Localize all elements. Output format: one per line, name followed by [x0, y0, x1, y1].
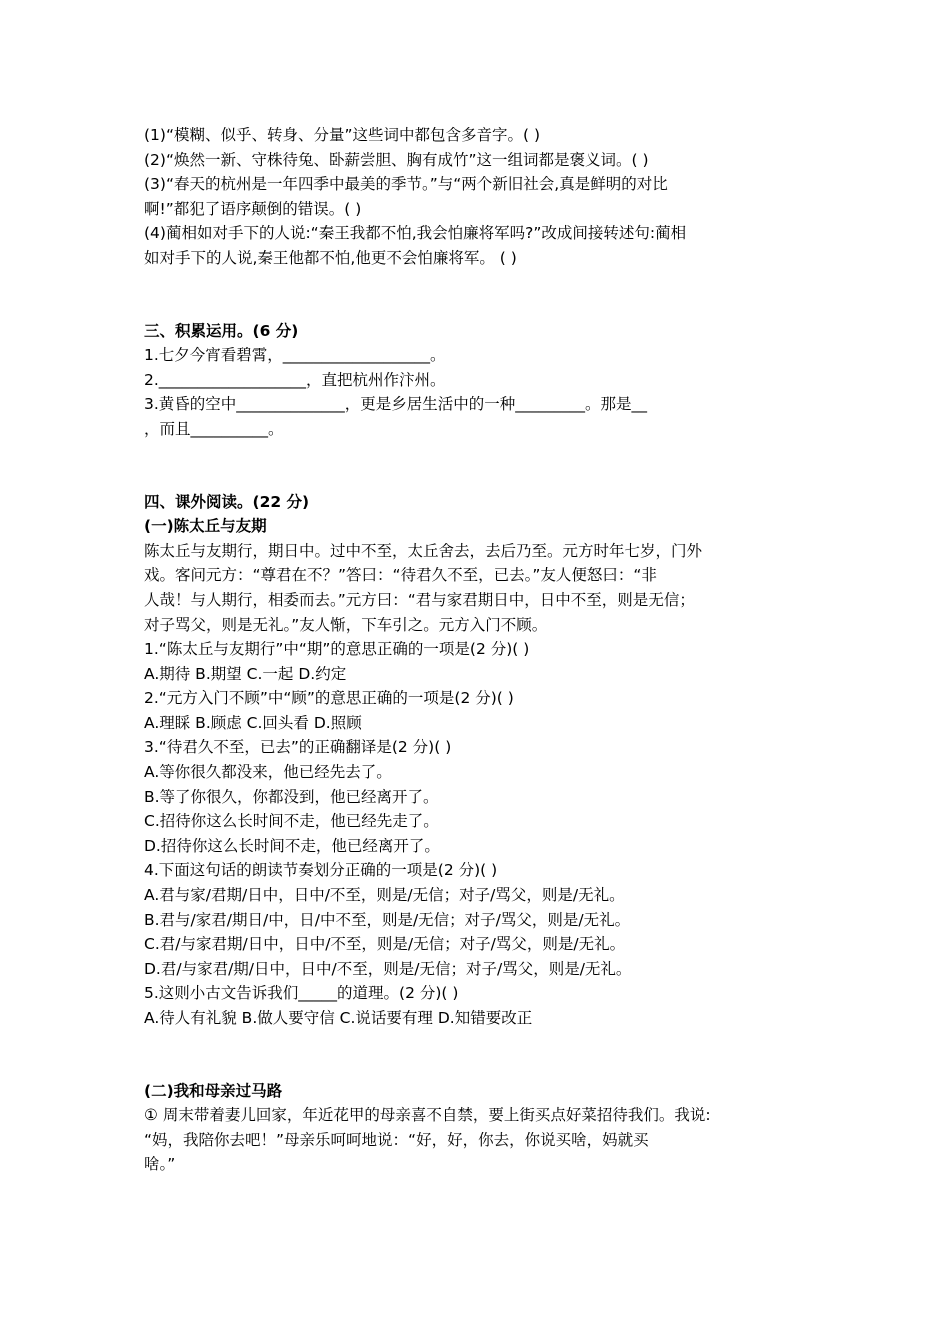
exam-page	[144, 123, 824, 1177]
question-3-option-c: C.招待你这么长时间不走，他已经先走了。	[144, 812, 439, 831]
section-reading	[144, 490, 824, 1177]
section-3-heading: 三、积累运用。(6 分)	[144, 321, 299, 340]
fill-blank-2: 2.___________________，直把杭州作汴州。	[144, 370, 446, 389]
question-2: 2.“元方入门不顾”中“顾”的意思正确的一项是(2 分)( )	[144, 689, 514, 708]
question-4-option-b: B.君与/家君/期日/中，日/中不至，则是/无信；对子/骂父，则是/无礼。	[144, 910, 631, 929]
question-5: 5.这则小古文告诉我们_____的道理。(2 分)( )	[144, 984, 459, 1003]
fill-blank-3-line-2: ，而且__________。	[144, 419, 284, 438]
judgement-item-1: (1)“模糊、似乎、转身、分量”这些词中都包含多音字。( )	[144, 126, 541, 144]
fill-blank-3-line-1: 3.黄昏的空中______________，更是乡居生活中的一种_________。那是__	[144, 395, 648, 414]
question-3-option-d: D.招待你这么长时间不走，他已经离开了。	[144, 836, 440, 855]
judgement-item-3-line-2: 啊!”都犯了语序颠倒的错误。( )	[144, 199, 362, 218]
question-1-options: A.期待 B.期望 C.一起 D.约定	[144, 664, 347, 683]
question-5-options: A.待人有礼貌 B.做人要守信 C.说话要有理 D.知错要改正	[144, 1009, 533, 1027]
section-4-heading: 四、课外阅读。(22 分)	[144, 492, 310, 511]
passage-1-text: 陈太丘与友期行，期日中。过中不至，太丘舍去，去后乃至。元方时年七岁，门外	[144, 541, 703, 560]
judgement-item-4-line-2: 如对手下的人说,秦王他都不怕,他更不会怕廉将军。 ( )	[144, 248, 517, 267]
judgement-item-2: (2)“焕然一新、守株待兔、卧薪尝胆、胸有成竹”这一组词都是褒义词。( )	[144, 150, 649, 169]
section-accumulation	[144, 319, 824, 442]
judgement-item-3-line-1: (3)“春天的杭州是一年四季中最美的季节。”与“两个新旧社会,真是鲜明的对比	[144, 175, 668, 194]
question-2-options: A.理睬 B.顾虑 C.回头看 D.照顾	[144, 713, 362, 732]
question-3-option-a: A.等你很久都没来，他已经先去了。	[144, 763, 392, 782]
passage-1-title: (一)陈太丘与友期	[144, 517, 267, 536]
passage-1-text: 人哉！与人期行，相委而去。”元方曰：“君与家君期日中，日中不至，则是无信；	[144, 590, 695, 609]
passage-2-title: (二)我和母亲过马路	[144, 1081, 283, 1100]
spacer	[144, 442, 824, 490]
passage-2-text: ① 周末带着妻儿回家，年近花甲的母亲喜不自禁，要上街买点好菜招待我们。我说:	[144, 1106, 711, 1125]
judgement-questions	[144, 123, 824, 271]
question-3-option-b: B.等了你很久，你都没到，他已经离开了。	[144, 787, 439, 806]
question-4: 4.下面这句话的朗读节奏划分正确的一项是(2 分)( )	[144, 861, 498, 880]
spacer	[144, 271, 824, 319]
passage-2-text: “妈，我陪你去吧！”母亲乐呵呵地说：“好，好，你去，你说买啥，妈就买	[144, 1130, 649, 1149]
question-4-option-a: A.君与家/君期/日中，日中/不至，则是/无信；对子/骂父，则是/无礼。	[144, 886, 625, 905]
passage-1-text: 对子骂父，则是无礼。”友人惭，下车引之。元方入门不顾。	[144, 615, 548, 634]
passage-1-text: 戏。客问元方：“尊君在不？”答曰：“待君久不至，已去。”友人便怒曰：“非	[144, 566, 657, 585]
question-4-option-d: D.君/与家君/期/日中，日中/不至，则是/无信；对子/骂父，则是/无礼。	[144, 959, 632, 978]
question-4-option-c: C.君/与家君期/日中，日中/不至，则是/无信；对子/骂父，则是/无礼。	[144, 935, 626, 954]
question-3: 3.“待君久不至，已去”的正确翻译是(2 分)( )	[144, 738, 452, 757]
judgement-item-4-line-1: (4)蔺相如对手下的人说:“秦王我都不怕,我会怕廉将军吗?”改成间接转述句:蔺相	[144, 224, 687, 243]
passage-2-text: 啥。”	[144, 1155, 176, 1174]
fill-blank-1: 1.七夕今宵看碧霄，___________________。	[144, 346, 446, 365]
question-1: 1.“陈太丘与友期行”中“期”的意思正确的一项是(2 分)( )	[144, 640, 530, 659]
spacer	[144, 1031, 824, 1079]
